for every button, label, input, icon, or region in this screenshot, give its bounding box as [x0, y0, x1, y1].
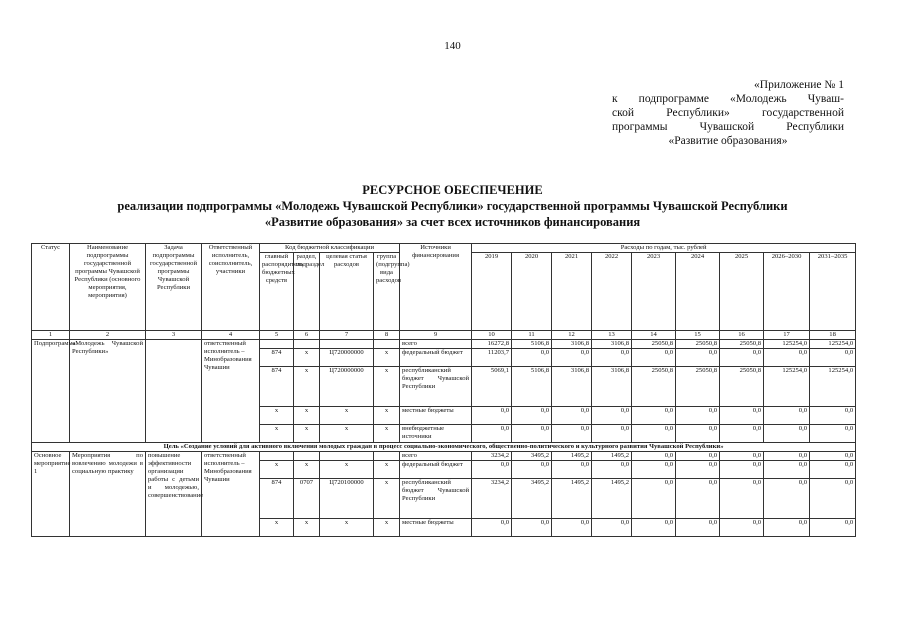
- value-cell: 3106,8: [592, 340, 632, 349]
- section-cell: х: [294, 461, 320, 479]
- value-cell: 0,0: [472, 461, 512, 479]
- value-cell: 5069,1: [472, 367, 512, 407]
- value-cell: 3495,2: [512, 479, 552, 519]
- admin-cell: [260, 340, 294, 349]
- section-cell: [294, 340, 320, 349]
- table-row: [32, 452, 856, 461]
- appendix-note: [612, 78, 844, 148]
- group-cell: [374, 452, 400, 461]
- value-cell: 0,0: [632, 519, 676, 537]
- section-cell: х: [294, 425, 320, 443]
- target-cell: [320, 340, 374, 349]
- value-cell: 0,0: [512, 425, 552, 443]
- header-expenses: Расходы по годам, тыс. рублей: [472, 244, 856, 253]
- value-cell: 1495,2: [592, 479, 632, 519]
- value-cell: 0,0: [810, 425, 856, 443]
- value-cell: 3106,8: [592, 367, 632, 407]
- responsible-cell: ответственный исполнитель – Минобразования Чувашии: [202, 340, 260, 443]
- col-number: 10: [472, 331, 512, 340]
- value-cell: 25050,8: [676, 340, 720, 349]
- group-cell: [374, 340, 400, 349]
- col-number: 2: [70, 331, 146, 340]
- source-cell: местные бюджеты: [400, 519, 472, 537]
- group-cell: х: [374, 367, 400, 407]
- value-cell: 0,0: [720, 452, 764, 461]
- col-number: 18: [810, 331, 856, 340]
- admin-cell: х: [260, 519, 294, 537]
- value-cell: 0,0: [676, 452, 720, 461]
- section-cell: х: [294, 519, 320, 537]
- col-number: 16: [720, 331, 764, 340]
- col-number: 6: [294, 331, 320, 340]
- value-cell: 0,0: [552, 461, 592, 479]
- value-cell: 125254,0: [764, 367, 810, 407]
- admin-cell: х: [260, 461, 294, 479]
- group-cell: х: [374, 479, 400, 519]
- page-number: 140: [444, 40, 461, 52]
- header-year: 2022: [592, 253, 632, 331]
- table-row: [32, 340, 856, 349]
- value-cell: 0,0: [632, 479, 676, 519]
- value-cell: 0,0: [810, 452, 856, 461]
- value-cell: 0,0: [552, 425, 592, 443]
- status-cell: Подпрограмма: [32, 340, 70, 443]
- admin-cell: 874: [260, 349, 294, 367]
- value-cell: 0,0: [764, 479, 810, 519]
- header-year: 2023: [632, 253, 676, 331]
- value-cell: 0,0: [764, 519, 810, 537]
- goal-text: Цель «Создание условий для активного включения молодых граждан в процесс социально-экономического, общественно-политического и культурного развития Чувашской Республики»: [32, 443, 856, 452]
- header-task: Задача подпрограммы государственной программы Чувашской Республики: [146, 244, 202, 331]
- value-cell: 0,0: [810, 519, 856, 537]
- col-number: 3: [146, 331, 202, 340]
- value-cell: 0,0: [764, 407, 810, 425]
- group-cell: х: [374, 461, 400, 479]
- section-cell: 0707: [294, 479, 320, 519]
- value-cell: 0,0: [592, 461, 632, 479]
- goal-row: [32, 443, 856, 452]
- title-line: «Развитие образования» за счет всех источников финансирования: [264, 215, 641, 229]
- status-cell: Основное мероприятие 1: [32, 452, 70, 537]
- value-cell: 0,0: [552, 407, 592, 425]
- value-cell: 16272,8: [472, 340, 512, 349]
- value-cell: 25050,8: [676, 367, 720, 407]
- value-cell: 0,0: [720, 425, 764, 443]
- header-name: Наименование подпрограммы государственной программы Чувашской Республики (основного мероприятия, мероприятия): [70, 244, 146, 331]
- value-cell: 0,0: [676, 425, 720, 443]
- group-cell: х: [374, 349, 400, 367]
- target-cell: х: [320, 519, 374, 537]
- value-cell: 3234,2: [472, 452, 512, 461]
- col-number: 8: [374, 331, 400, 340]
- target-cell: х: [320, 461, 374, 479]
- source-cell: всего: [400, 340, 472, 349]
- target-cell: [320, 452, 374, 461]
- target-cell: х: [320, 425, 374, 443]
- appendix-line: «Развитие образования»: [668, 135, 788, 147]
- group-cell: х: [374, 407, 400, 425]
- value-cell: 0,0: [720, 349, 764, 367]
- value-cell: 125254,0: [810, 340, 856, 349]
- source-cell: республиканский бюджет Чувашской Республики: [400, 367, 472, 407]
- task-cell: повышение эффективности организации работы с детьми и молодежью, совершенствование: [146, 452, 202, 537]
- value-cell: 3234,2: [472, 479, 512, 519]
- col-number: 17: [764, 331, 810, 340]
- value-cell: 0,0: [632, 425, 676, 443]
- source-cell: федеральный бюджет: [400, 349, 472, 367]
- header-sources: Источники финансирования: [400, 244, 472, 331]
- value-cell: 3495,2: [512, 452, 552, 461]
- header-responsible: Ответственный исполнитель, соисполнитель, участники: [202, 244, 260, 331]
- col-number: 11: [512, 331, 552, 340]
- value-cell: 0,0: [632, 407, 676, 425]
- value-cell: 0,0: [512, 407, 552, 425]
- admin-cell: х: [260, 425, 294, 443]
- group-cell: х: [374, 425, 400, 443]
- value-cell: 1495,2: [592, 452, 632, 461]
- value-cell: 0,0: [472, 519, 512, 537]
- value-cell: 0,0: [676, 519, 720, 537]
- col-number: 14: [632, 331, 676, 340]
- value-cell: 0,0: [592, 407, 632, 425]
- header-row: [32, 244, 856, 253]
- admin-cell: [260, 452, 294, 461]
- appendix-line: к подпрограмме «Молодежь Чуваш-: [612, 93, 844, 105]
- task-cell: [146, 340, 202, 443]
- value-cell: 0,0: [592, 349, 632, 367]
- value-cell: 0,0: [512, 519, 552, 537]
- value-cell: 1495,2: [552, 452, 592, 461]
- value-cell: 3106,8: [552, 340, 592, 349]
- target-cell: Ц720000000: [320, 367, 374, 407]
- value-cell: 0,0: [632, 349, 676, 367]
- header-target: целевая статья расходов: [320, 253, 374, 331]
- value-cell: 0,0: [676, 461, 720, 479]
- value-cell: 0,0: [810, 461, 856, 479]
- value-cell: 0,0: [810, 349, 856, 367]
- header-status: Статус: [32, 244, 70, 331]
- header-budget-code: Код бюджетной классификации: [260, 244, 400, 253]
- section-cell: х: [294, 367, 320, 407]
- source-cell: внебюджетные источники: [400, 425, 472, 443]
- source-cell: местные бюджеты: [400, 407, 472, 425]
- source-cell: республиканский бюджет Чувашской Республики: [400, 479, 472, 519]
- col-number: 15: [676, 331, 720, 340]
- appendix-line: программы Чувашской Республики: [612, 121, 844, 133]
- col-number: 9: [400, 331, 472, 340]
- header-year: 2024: [676, 253, 720, 331]
- column-number-row: [32, 331, 856, 340]
- source-cell: федеральный бюджет: [400, 461, 472, 479]
- value-cell: 11203,7: [472, 349, 512, 367]
- value-cell: 0,0: [720, 461, 764, 479]
- value-cell: 1495,2: [552, 479, 592, 519]
- admin-cell: х: [260, 407, 294, 425]
- section-cell: [294, 452, 320, 461]
- target-cell: Ц720000000: [320, 349, 374, 367]
- col-number: 4: [202, 331, 260, 340]
- value-cell: 25050,8: [720, 367, 764, 407]
- value-cell: 0,0: [720, 519, 764, 537]
- value-cell: 0,0: [592, 425, 632, 443]
- value-cell: 0,0: [676, 407, 720, 425]
- col-number: 7: [320, 331, 374, 340]
- value-cell: 0,0: [810, 479, 856, 519]
- col-number: 1: [32, 331, 70, 340]
- value-cell: 25050,8: [632, 367, 676, 407]
- value-cell: 0,0: [764, 461, 810, 479]
- header-year: 2031–2035: [810, 253, 856, 331]
- value-cell: 3106,8: [552, 367, 592, 407]
- value-cell: 0,0: [512, 461, 552, 479]
- resource-table: [31, 243, 856, 537]
- target-cell: Ц720100000: [320, 479, 374, 519]
- admin-cell: 874: [260, 479, 294, 519]
- value-cell: 0,0: [552, 349, 592, 367]
- value-cell: 0,0: [512, 349, 552, 367]
- section-cell: х: [294, 407, 320, 425]
- value-cell: 0,0: [552, 519, 592, 537]
- value-cell: 0,0: [592, 519, 632, 537]
- value-cell: 125254,0: [764, 340, 810, 349]
- value-cell: 0,0: [764, 452, 810, 461]
- header-main-admin: главный распорядитель бюджетных средств: [260, 253, 294, 331]
- header-year: 2020: [512, 253, 552, 331]
- appendix-line: «Приложение № 1: [754, 79, 844, 91]
- title-line: РЕСУРСНОЕ ОБЕСПЕЧЕНИЕ: [362, 183, 543, 197]
- header-group: группа (подгруппа) вида расходов: [374, 253, 400, 331]
- target-cell: х: [320, 407, 374, 425]
- value-cell: 0,0: [632, 452, 676, 461]
- value-cell: 0,0: [676, 349, 720, 367]
- value-cell: 125254,0: [810, 367, 856, 407]
- value-cell: 0,0: [676, 479, 720, 519]
- col-number: 13: [592, 331, 632, 340]
- value-cell: 0,0: [720, 479, 764, 519]
- value-cell: 5106,8: [512, 367, 552, 407]
- value-cell: 0,0: [472, 425, 512, 443]
- header-year: 2026–2030: [764, 253, 810, 331]
- title-line: реализации подпрограммы «Молодежь Чувашской Республики» государственной программы Чувашской Республики: [117, 199, 788, 213]
- col-number: 5: [260, 331, 294, 340]
- value-cell: 0,0: [810, 407, 856, 425]
- value-cell: 0,0: [720, 407, 764, 425]
- header-year: 2021: [552, 253, 592, 331]
- appendix-line: ской Республики» государственной: [612, 107, 844, 119]
- value-cell: 0,0: [472, 407, 512, 425]
- name-cell: Мероприятия по вовлечению молодежи в социальную практику: [70, 452, 146, 537]
- value-cell: 25050,8: [720, 340, 764, 349]
- document-title: [0, 182, 905, 230]
- section-cell: х: [294, 349, 320, 367]
- value-cell: 0,0: [632, 461, 676, 479]
- value-cell: 0,0: [764, 425, 810, 443]
- source-cell: всего: [400, 452, 472, 461]
- value-cell: 25050,8: [632, 340, 676, 349]
- admin-cell: 874: [260, 367, 294, 407]
- header-year: 2025: [720, 253, 764, 331]
- value-cell: 0,0: [764, 349, 810, 367]
- header-year: 2019: [472, 253, 512, 331]
- group-cell: х: [374, 519, 400, 537]
- responsible-cell: ответственный исполнитель – Минобразования Чувашии: [202, 452, 260, 537]
- name-cell: «Молодежь Чувашской Республики»: [70, 340, 146, 443]
- value-cell: 5106,8: [512, 340, 552, 349]
- col-number: 12: [552, 331, 592, 340]
- header-section: раздел, подраздел: [294, 253, 320, 331]
